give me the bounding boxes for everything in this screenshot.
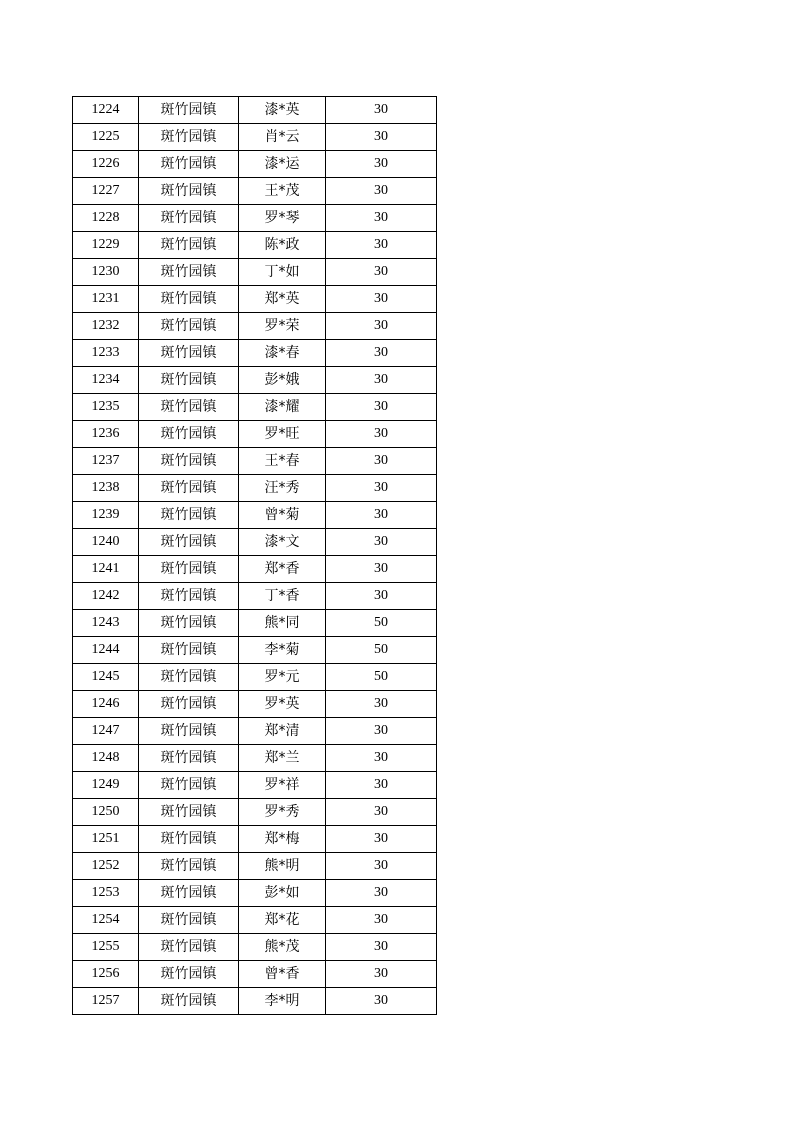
table-row — [73, 232, 437, 259]
name-cell: 郑*香 — [239, 556, 326, 583]
town-cell: 斑竹园镇 — [139, 421, 239, 448]
amount-cell: 30 — [326, 367, 437, 394]
amount-cell: 30 — [326, 772, 437, 799]
town-cell: 斑竹园镇 — [139, 313, 239, 340]
row-number-cell: 1235 — [73, 394, 139, 421]
amount-cell: 30 — [326, 178, 437, 205]
town-cell: 斑竹园镇 — [139, 151, 239, 178]
amount-cell: 30 — [326, 340, 437, 367]
table-row — [73, 259, 437, 286]
name-cell: 罗*秀 — [239, 799, 326, 826]
row-number-cell: 1240 — [73, 529, 139, 556]
amount-cell: 30 — [326, 826, 437, 853]
amount-cell: 30 — [326, 745, 437, 772]
amount-cell: 30 — [326, 934, 437, 961]
amount-cell: 30 — [326, 583, 437, 610]
name-cell: 李*菊 — [239, 637, 326, 664]
name-cell: 李*明 — [239, 988, 326, 1015]
row-number-cell: 1236 — [73, 421, 139, 448]
table-row — [73, 853, 437, 880]
town-cell: 斑竹园镇 — [139, 718, 239, 745]
row-number-cell: 1230 — [73, 259, 139, 286]
row-number-cell: 1242 — [73, 583, 139, 610]
amount-cell: 50 — [326, 610, 437, 637]
name-cell: 王*茂 — [239, 178, 326, 205]
town-cell: 斑竹园镇 — [139, 610, 239, 637]
name-cell: 罗*旺 — [239, 421, 326, 448]
town-cell: 斑竹园镇 — [139, 259, 239, 286]
row-number-cell: 1250 — [73, 799, 139, 826]
row-number-cell: 1239 — [73, 502, 139, 529]
amount-cell: 30 — [326, 853, 437, 880]
row-number-cell: 1254 — [73, 907, 139, 934]
data-table — [72, 96, 437, 1015]
name-cell: 郑*梅 — [239, 826, 326, 853]
amount-cell: 30 — [326, 259, 437, 286]
town-cell: 斑竹园镇 — [139, 556, 239, 583]
table-row — [73, 286, 437, 313]
town-cell: 斑竹园镇 — [139, 799, 239, 826]
amount-cell: 30 — [326, 205, 437, 232]
table-row — [73, 880, 437, 907]
town-cell: 斑竹园镇 — [139, 394, 239, 421]
amount-cell: 30 — [326, 691, 437, 718]
row-number-cell: 1234 — [73, 367, 139, 394]
row-number-cell: 1226 — [73, 151, 139, 178]
amount-cell: 30 — [326, 151, 437, 178]
amount-cell: 50 — [326, 637, 437, 664]
table-row — [73, 367, 437, 394]
table-row — [73, 502, 437, 529]
amount-cell: 30 — [326, 448, 437, 475]
row-number-cell: 1231 — [73, 286, 139, 313]
row-number-cell: 1225 — [73, 124, 139, 151]
name-cell: 熊*同 — [239, 610, 326, 637]
name-cell: 陈*政 — [239, 232, 326, 259]
row-number-cell: 1246 — [73, 691, 139, 718]
amount-cell: 30 — [326, 556, 437, 583]
name-cell: 罗*元 — [239, 664, 326, 691]
town-cell: 斑竹园镇 — [139, 475, 239, 502]
row-number-cell: 1248 — [73, 745, 139, 772]
row-number-cell: 1251 — [73, 826, 139, 853]
table-row — [73, 961, 437, 988]
row-number-cell: 1241 — [73, 556, 139, 583]
amount-cell: 30 — [326, 961, 437, 988]
row-number-cell: 1247 — [73, 718, 139, 745]
amount-cell: 30 — [326, 421, 437, 448]
table-row — [73, 178, 437, 205]
name-cell: 郑*兰 — [239, 745, 326, 772]
table-row — [73, 637, 437, 664]
name-cell: 曾*香 — [239, 961, 326, 988]
amount-cell: 30 — [326, 718, 437, 745]
name-cell: 漆*文 — [239, 529, 326, 556]
row-number-cell: 1238 — [73, 475, 139, 502]
town-cell: 斑竹园镇 — [139, 826, 239, 853]
name-cell: 罗*祥 — [239, 772, 326, 799]
table-row — [73, 124, 437, 151]
amount-cell: 30 — [326, 394, 437, 421]
town-cell: 斑竹园镇 — [139, 853, 239, 880]
table-row — [73, 988, 437, 1015]
table-row — [73, 205, 437, 232]
table-row — [73, 772, 437, 799]
amount-cell: 30 — [326, 529, 437, 556]
name-cell: 王*春 — [239, 448, 326, 475]
amount-cell: 30 — [326, 907, 437, 934]
table-row — [73, 340, 437, 367]
table-row — [73, 745, 437, 772]
table-row — [73, 475, 437, 502]
row-number-cell: 1253 — [73, 880, 139, 907]
amount-cell: 30 — [326, 799, 437, 826]
row-number-cell: 1237 — [73, 448, 139, 475]
row-number-cell: 1245 — [73, 664, 139, 691]
town-cell: 斑竹园镇 — [139, 772, 239, 799]
table-row — [73, 448, 437, 475]
town-cell: 斑竹园镇 — [139, 880, 239, 907]
town-cell: 斑竹园镇 — [139, 178, 239, 205]
name-cell: 郑*花 — [239, 907, 326, 934]
town-cell: 斑竹园镇 — [139, 502, 239, 529]
name-cell: 丁*香 — [239, 583, 326, 610]
table-body — [73, 97, 437, 1015]
row-number-cell: 1255 — [73, 934, 139, 961]
name-cell: 罗*英 — [239, 691, 326, 718]
town-cell: 斑竹园镇 — [139, 637, 239, 664]
amount-cell: 30 — [326, 502, 437, 529]
amount-cell: 50 — [326, 664, 437, 691]
table-row — [73, 97, 437, 124]
town-cell: 斑竹园镇 — [139, 691, 239, 718]
row-number-cell: 1233 — [73, 340, 139, 367]
name-cell: 漆*英 — [239, 97, 326, 124]
table-row — [73, 907, 437, 934]
name-cell: 熊*明 — [239, 853, 326, 880]
town-cell: 斑竹园镇 — [139, 961, 239, 988]
table-row — [73, 394, 437, 421]
table-row — [73, 934, 437, 961]
name-cell: 漆*耀 — [239, 394, 326, 421]
town-cell: 斑竹园镇 — [139, 664, 239, 691]
name-cell: 彭*如 — [239, 880, 326, 907]
name-cell: 汪*秀 — [239, 475, 326, 502]
town-cell: 斑竹园镇 — [139, 205, 239, 232]
name-cell: 漆*运 — [239, 151, 326, 178]
name-cell: 郑*清 — [239, 718, 326, 745]
town-cell: 斑竹园镇 — [139, 340, 239, 367]
table-row — [73, 718, 437, 745]
name-cell: 肖*云 — [239, 124, 326, 151]
name-cell: 曾*菊 — [239, 502, 326, 529]
row-number-cell: 1257 — [73, 988, 139, 1015]
town-cell: 斑竹园镇 — [139, 286, 239, 313]
name-cell: 罗*琴 — [239, 205, 326, 232]
table-row — [73, 313, 437, 340]
town-cell: 斑竹园镇 — [139, 97, 239, 124]
amount-cell: 30 — [326, 313, 437, 340]
row-number-cell: 1228 — [73, 205, 139, 232]
name-cell: 罗*荣 — [239, 313, 326, 340]
town-cell: 斑竹园镇 — [139, 448, 239, 475]
row-number-cell: 1229 — [73, 232, 139, 259]
table-row — [73, 610, 437, 637]
table-row — [73, 691, 437, 718]
town-cell: 斑竹园镇 — [139, 529, 239, 556]
town-cell: 斑竹园镇 — [139, 988, 239, 1015]
row-number-cell: 1243 — [73, 610, 139, 637]
town-cell: 斑竹园镇 — [139, 232, 239, 259]
row-number-cell: 1249 — [73, 772, 139, 799]
table-row — [73, 826, 437, 853]
table-row — [73, 529, 437, 556]
name-cell: 漆*春 — [239, 340, 326, 367]
row-number-cell: 1224 — [73, 97, 139, 124]
town-cell: 斑竹园镇 — [139, 934, 239, 961]
table-row — [73, 556, 437, 583]
town-cell: 斑竹园镇 — [139, 907, 239, 934]
amount-cell: 30 — [326, 124, 437, 151]
amount-cell: 30 — [326, 286, 437, 313]
town-cell: 斑竹园镇 — [139, 745, 239, 772]
name-cell: 丁*如 — [239, 259, 326, 286]
town-cell: 斑竹园镇 — [139, 367, 239, 394]
amount-cell: 30 — [326, 232, 437, 259]
table-row — [73, 583, 437, 610]
row-number-cell: 1244 — [73, 637, 139, 664]
table-row — [73, 151, 437, 178]
table-row — [73, 421, 437, 448]
amount-cell: 30 — [326, 880, 437, 907]
amount-cell: 30 — [326, 988, 437, 1015]
row-number-cell: 1256 — [73, 961, 139, 988]
town-cell: 斑竹园镇 — [139, 124, 239, 151]
name-cell: 熊*茂 — [239, 934, 326, 961]
town-cell: 斑竹园镇 — [139, 583, 239, 610]
row-number-cell: 1232 — [73, 313, 139, 340]
table-row — [73, 664, 437, 691]
name-cell: 彭*娥 — [239, 367, 326, 394]
name-cell: 郑*英 — [239, 286, 326, 313]
amount-cell: 30 — [326, 97, 437, 124]
row-number-cell: 1252 — [73, 853, 139, 880]
row-number-cell: 1227 — [73, 178, 139, 205]
table-row — [73, 799, 437, 826]
amount-cell: 30 — [326, 475, 437, 502]
